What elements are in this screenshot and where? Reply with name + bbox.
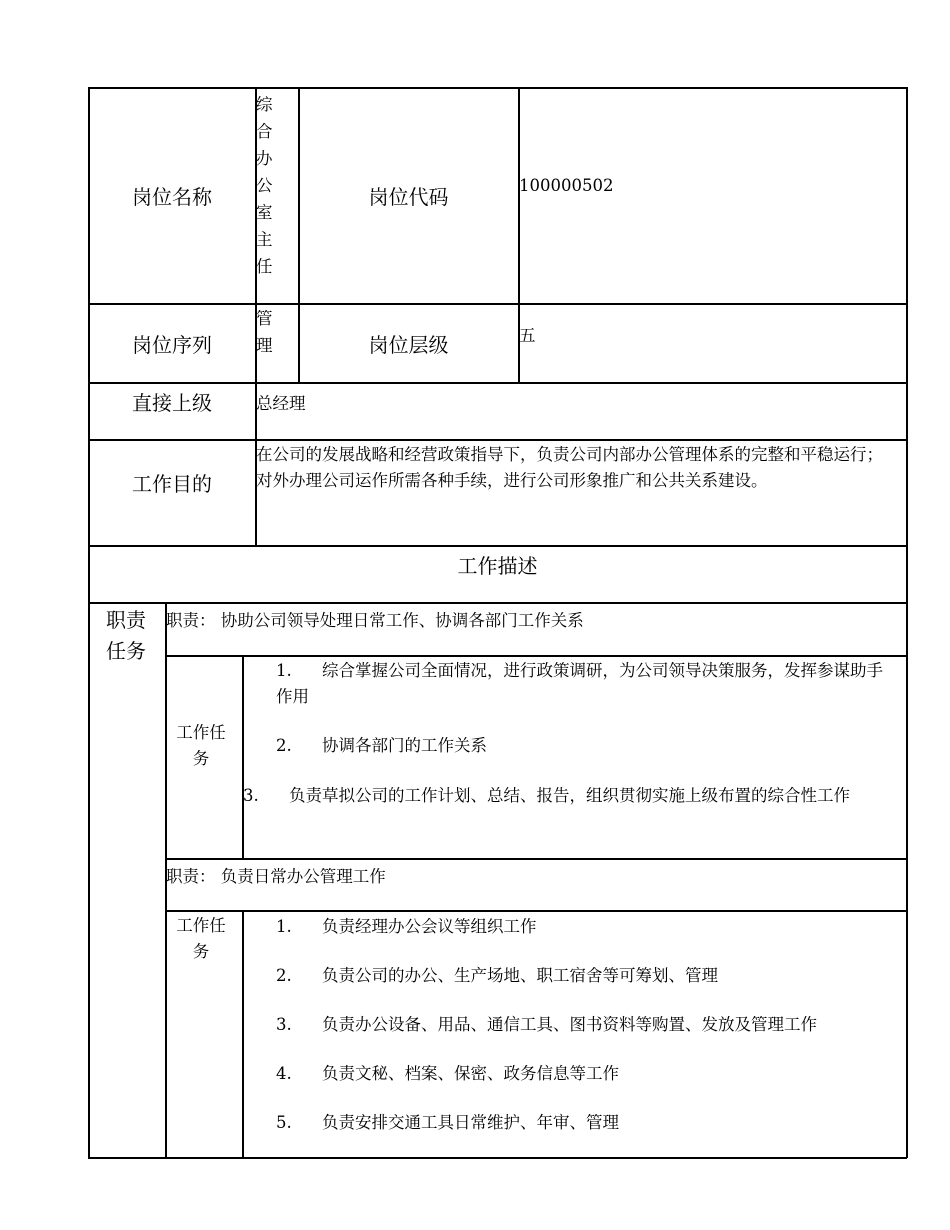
purpose-label: 工作目的 [132,471,212,496]
task-number: 2. [276,966,292,985]
superior-label: 直接上级 [132,390,212,415]
task-text: 负责文秘、档案、保密、政务信息等工作 [322,1064,619,1083]
position-sequence-value: 管理 [256,309,273,355]
task-item [243,783,891,809]
position-code-label: 岗位代码 [368,185,449,209]
position-sequence-label: 岗位序列 [132,332,212,357]
task-text: 负责经理办公会议等组织工作 [322,917,537,936]
task-number: 4. [276,1064,292,1083]
task-number: 1. [276,661,292,680]
task-item [276,658,886,710]
task-item [276,1012,901,1038]
task-item [276,1110,896,1136]
task-text: 协调各部门的工作关系 [322,736,487,755]
position-level-value: 五 [519,326,536,345]
task-label: 工作任务 [176,916,226,961]
task-number: 2. [276,736,292,755]
position-name-value: 综合办公室主任 [256,95,273,276]
position-code-value: 100000502 [519,176,614,195]
task-item [276,1061,896,1087]
position-name-label: 岗位名称 [132,185,212,209]
task-text: 负责办公设备、用品、通信工具、图书资料等购置、发放及管理工作 [322,1015,817,1034]
task-item [276,914,896,940]
duty-title: 职责： 协助公司领导处理日常工作、协调各部门工作关系 [166,611,584,630]
task-number: 3. [276,1015,292,1034]
task-number: 5. [276,1113,292,1132]
purpose-value: 在公司的发展战略和经营政策指导下，负责公司内部办公管理体系的完整和平稳运行；对外办理公司运作所需各种手续，进行公司形象推广和公共关系建设。 [256,445,883,490]
task-number: 1. [276,917,292,936]
task-text: 负责公司的办公、生产场地、职工宿舍等可筹划、管理 [322,966,718,985]
task-item [276,733,886,759]
task-number: 3. [243,786,259,805]
task-item [276,963,896,989]
work-description-title: 工作描述 [457,554,538,578]
task-text: 负责安排交通工具日常维护、年审、管理 [322,1113,619,1132]
task-text: 综合掌握公司全面情况，进行政策调研，为公司领导决策服务，发挥参谋助手作用 [276,661,883,706]
task-label: 工作任务 [176,723,226,768]
position-level-label: 岗位层级 [368,332,449,357]
duty-section-label: 职责任务 [106,608,146,663]
superior-value: 总经理 [256,394,306,413]
duty-title: 职责： 负责日常办公管理工作 [166,867,386,886]
task-text: 负责草拟公司的工作计划、总结、报告，组织贯彻实施上级布置的综合性工作 [289,786,850,805]
